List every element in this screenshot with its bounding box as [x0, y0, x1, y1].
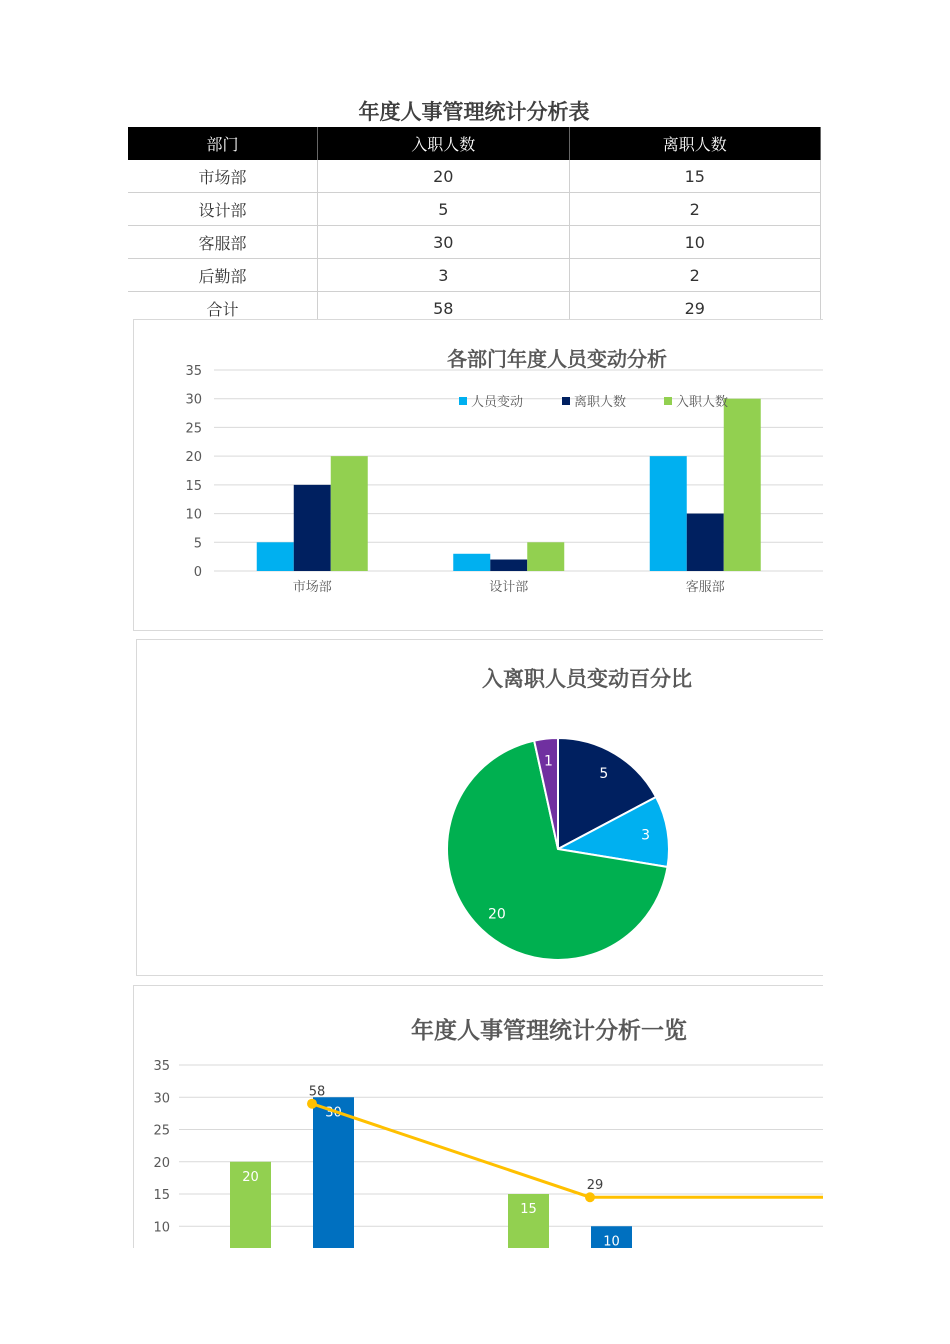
bar-1 — [294, 485, 331, 571]
bar-2 — [331, 456, 368, 571]
bar-data-label: 30 — [325, 1105, 342, 1121]
chart-title: 年度人事管理统计分析一览 — [411, 1018, 687, 1044]
dept-chart-panel — [133, 319, 823, 631]
y-tick-label: 5 — [193, 536, 202, 552]
line-data-label: 29 — [586, 1178, 604, 1194]
series-line — [312, 1104, 823, 1198]
pie-data-label: 1 — [543, 753, 553, 770]
y-tick-label: 20 — [185, 450, 202, 466]
page-title: 年度人事管理统计分析表 — [358, 100, 590, 124]
stats-table — [128, 127, 821, 324]
cell-hired: 20 — [318, 160, 569, 193]
legend-swatch — [664, 397, 672, 405]
y-tick-label: 25 — [153, 1123, 170, 1139]
chart-title: 各部门年度人员变动分析 — [447, 347, 667, 371]
cell-left: 10 — [569, 226, 820, 259]
cell-dept: 市场部 — [128, 160, 318, 193]
legend-label: 离职人数 — [574, 395, 627, 410]
table-header-row — [128, 127, 821, 160]
header-left: 离职人数 — [569, 127, 820, 160]
line-point — [585, 1192, 595, 1202]
bar-2 — [724, 399, 761, 571]
y-tick-label: 15 — [153, 1188, 170, 1203]
bar-1 — [490, 560, 527, 571]
y-tick-label: 10 — [185, 507, 202, 523]
overview-chart-panel — [133, 985, 823, 1248]
pie-data-label: 20 — [488, 906, 506, 923]
legend-swatch — [562, 397, 570, 405]
legend-swatch — [459, 397, 467, 405]
cell-dept: 后勤部 — [128, 259, 318, 292]
cell-hired: 5 — [318, 193, 569, 226]
chart-title: 入离职人员变动百分比 — [482, 667, 692, 691]
x-tick-label: 市场部 — [292, 580, 332, 595]
line-data-label: 58 — [308, 1084, 326, 1100]
pie-data-label: 5 — [599, 765, 609, 782]
y-tick-label: 25 — [185, 421, 202, 437]
table-row — [128, 226, 821, 259]
pie-chart-panel — [136, 639, 823, 976]
bar-0 — [650, 456, 687, 571]
bar-0 — [453, 554, 490, 571]
y-tick-label: 35 — [153, 1059, 170, 1074]
cell-total-hired: 58 — [318, 292, 569, 325]
x-tick-label: 设计部 — [489, 580, 529, 595]
bar-1 — [687, 514, 724, 571]
y-tick-label: 10 — [153, 1220, 170, 1236]
pie-data-label: 3 — [641, 827, 651, 844]
pie-chart — [137, 640, 823, 975]
legend-label: 人员变动 — [471, 395, 524, 410]
table-row — [128, 160, 821, 193]
legend-label: 入职人数 — [676, 395, 729, 410]
bar-data-label: 10 — [603, 1234, 620, 1248]
x-tick-label: 客服部 — [685, 580, 725, 595]
y-tick-label: 35 — [185, 364, 202, 379]
header-dept: 部门 — [128, 127, 318, 160]
bar-0 — [257, 542, 294, 571]
y-tick-label: 15 — [185, 478, 202, 494]
table-row — [128, 259, 821, 292]
table-row — [128, 193, 821, 226]
cell-left: 15 — [569, 160, 820, 193]
cell-hired: 3 — [318, 259, 569, 292]
y-tick-label: 30 — [153, 1091, 170, 1107]
y-tick-label: 0 — [193, 565, 202, 580]
bar-2 — [527, 542, 564, 571]
bar-data-label: 15 — [520, 1202, 537, 1217]
cell-left: 2 — [569, 193, 820, 226]
cell-dept: 设计部 — [128, 193, 318, 226]
y-tick-label: 20 — [153, 1155, 170, 1171]
cell-total-label: 合计 — [128, 292, 318, 325]
cell-left: 2 — [569, 259, 820, 292]
cell-hired: 30 — [318, 226, 569, 259]
bar-data-label: 20 — [242, 1169, 259, 1185]
y-tick-label: 30 — [185, 392, 202, 408]
line-point — [307, 1099, 317, 1109]
header-hired: 入职人数 — [318, 127, 569, 160]
cell-dept: 客服部 — [128, 226, 318, 259]
cell-total-left: 29 — [569, 292, 820, 325]
